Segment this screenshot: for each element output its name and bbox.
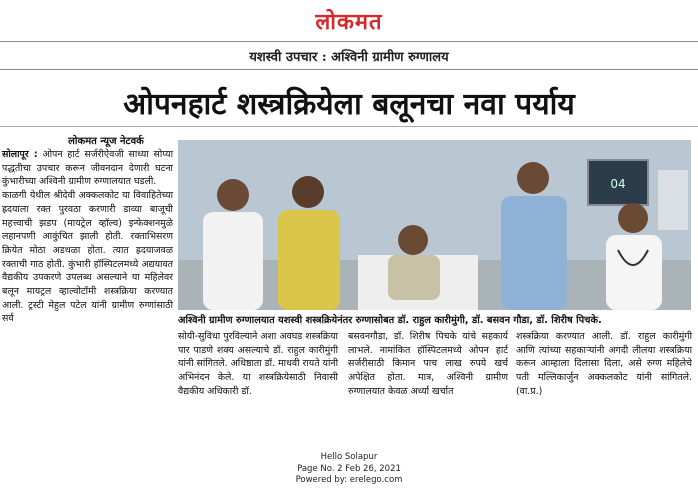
article-column-3: बसवनगौडा, डॉ. शिरीष पिचके यांचे सहकार्य लाभले. नामांकित हॉस्पिटलमध्ये ओपन हार्ट सर्जरीसाठी किमान पाच लाख रुपये खर्च अपेक्षित होता. मात्र, अश्विनी ग्रामीण रुग्णालयात केवळ अर्ध्या खर्चात: [348, 331, 508, 397]
divider: [0, 69, 698, 70]
paragraph: काळगी येथील श्रीदेवी अक्कलकोट या विवाहितेच्या ह्रदयाला रक्त पुरवठा करणारी डाव्या बाजूची महत्त्वाची झडप (मायट्रेल व्हॉल्व) इन्फेक्शनमुळे लहानपणी आकुंचित झाली होती. रक्ताभिसरण क्रियेत मोठा अडथळा होता. त्यात ह्रदयाजवळ रक्ताची गाठ होती. कुंभारी हॉस्पिटलमध्ये अद्ययावत वैद्यकीय उपकरणे उपलब्ध असल्याने या महिलेवर बलून मायट्रल व्हाल्वोटॉमी शस्त्रक्रिया करण्यात आली. ट्रस्टी मेहुल पटेल यांनी ग्रामीण रुग्णांसाठी सर्व: [2, 190, 173, 325]
monitor-label: 04: [610, 177, 626, 191]
byline: लोकमत न्यूज नेटवर्क: [68, 136, 144, 147]
footer-page-date: Page No. 2 Feb 26, 2021: [297, 463, 401, 474]
divider: [0, 41, 698, 42]
photo-caption: अश्विनी ग्रामीण रुग्णालयात यशस्वी शस्त्रक्रियेनंतर रुग्णासोबत डॉ. राहुल कारीमुंगी, डॉ. बसवन गौडा, डॉ. शिरीष पिचके.: [178, 315, 602, 326]
section-title: यशस्वी उपचार : अश्विनी ग्रामीण रुग्णालय: [249, 50, 449, 65]
article-column-4: शस्त्रक्रिया करण्यात आली. डॉ. राहुल कारीमुंगी आणि त्यांच्या सहकाऱ्यांनी अगदी लीलया शस्त्रक्रिया करून आम्हाला दिलासा दिला, असे रुग्ण महिलेचे पती मल्लिकार्जुन अक्कलकोट यांनी सांगितले. (वा.प्र.): [516, 331, 692, 397]
hospital-group-photo: [178, 140, 691, 310]
paragraph: ओपन हार्ट सर्जरीऐवजी साध्या सोप्या पद्धतीचा उपचार करून जीवनदान देणारी घटना कुंभारीच्या अश्विनी ग्रामीण रुग्णालयात घडली.: [2, 149, 173, 188]
divider: [0, 126, 698, 127]
news-photo: [178, 140, 691, 310]
dateline: सोलापूर :: [2, 149, 38, 160]
footer-publication: Hello Solapur: [320, 452, 378, 462]
article-column-2: सोयी-सुविधा पुरविल्याने अशा अवघड शस्त्रक्रिया पार पाडणे शक्य असल्याचे डॉ. राहुल कारीमुंगी यांनी सांगितले. अधिष्ठाता डॉ. माधवी रायते यांनी अभिनंदन केले. या शस्त्रक्रियेसाठी निवासी वैद्यकीय अधिकारी डॉ.: [178, 331, 339, 397]
newspaper-masthead: लोकमत: [315, 9, 383, 35]
headline: ओपनहार्ट शस्त्रक्रियेला बलूनचा नवा पर्याय: [123, 87, 575, 122]
footer-powered-by: Powered by: erelego.com: [295, 475, 403, 485]
article-column-1: [2, 148, 173, 326]
page-footer: [0, 452, 698, 487]
